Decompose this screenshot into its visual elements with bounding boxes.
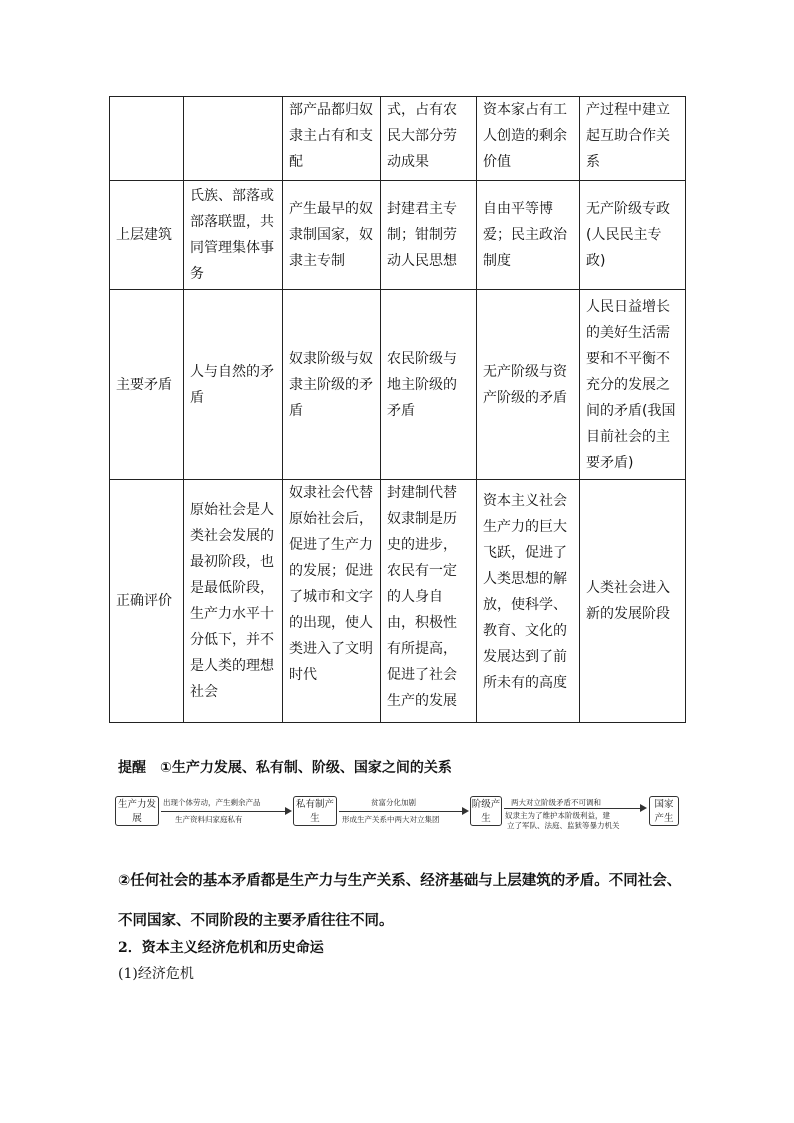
flow-label: 立了军队、法庭、监狱等暴力机关 <box>507 821 620 830</box>
table-cell: 奴隶阶级与奴隶主阶级的矛盾 <box>283 290 381 480</box>
flow-line <box>504 808 640 809</box>
table-cell: 封建制代替奴隶制是历史的进步，农民有一定的人身自由，积极性有所提高，促进了社会生产的发展 <box>381 480 477 723</box>
table-cell: 无产阶级专政(人民民主专政) <box>580 181 686 290</box>
flow-label: 出现个体劳动，产生剩余产品 <box>163 798 261 807</box>
row-header-main-contradiction: 主要矛盾 <box>110 290 184 480</box>
table-cell: 资本主义社会生产力的巨大飞跃，促进了人类思想的解放，使科学、教育、文化的发展达到了前所未有的高度 <box>477 480 580 723</box>
flow-label: 两大对立阶级矛盾不可调和 <box>511 798 601 807</box>
tip-heading <box>118 757 452 777</box>
arrow-right-icon <box>285 807 292 815</box>
tip-text: ①生产力发展、私有制、阶级、国家之间的关系 <box>160 760 452 776</box>
table-cell: 人类社会进入新的发展阶段 <box>580 480 686 723</box>
paragraph-basic-contradiction: ②任何社会的基本矛盾都是生产力与生产关系、经济基础与上层建筑的矛盾。不同社会、不同国家、不同阶段的主要矛盾往往不同。 <box>118 873 682 929</box>
table-cell: 产生最早的奴隶制国家，奴隶主专制 <box>283 181 381 290</box>
arrow-right-icon <box>640 804 647 812</box>
tip-label: 提醒 <box>118 760 146 776</box>
table-cell: 资本家占有工人创造的剩余价值 <box>477 97 580 181</box>
flow-line <box>339 811 462 812</box>
table-cell: 奴隶社会代替原始社会后，促进了生产力的发展；促进了城市和文字的出现，使人类进入了文明时代 <box>283 480 381 723</box>
flow-label: 生产资料归家庭私有 <box>175 815 243 824</box>
arrow-right-icon <box>462 807 469 815</box>
flow-label: 形成生产关系中两大对立集团 <box>342 815 440 824</box>
table-cell: 部产品都归奴隶主占有和支配 <box>283 97 381 181</box>
table-cell: 原始社会是人类社会发展的最初阶段，也是最低阶段，生产力水平十分低下，并不是人类的理想社会 <box>184 480 283 723</box>
table-row <box>110 97 686 181</box>
flow-box-productivity: 生产力发展 <box>115 796 159 826</box>
row-header-superstructure: 上层建筑 <box>110 181 184 290</box>
table-row <box>110 181 686 290</box>
table-cell <box>110 97 184 181</box>
table-cell: 农民阶级与地主阶级的矛盾 <box>381 290 477 480</box>
table-cell: 式，占有农民大部分劳动成果 <box>381 97 477 181</box>
flow-line <box>161 811 285 812</box>
table-row <box>110 290 686 480</box>
society-comparison-table <box>109 96 686 723</box>
flow-box-class: 阶级产生 <box>470 796 502 826</box>
table-cell: 封建君主专制；钳制劳动人民思想 <box>381 181 477 290</box>
relationship-flow-diagram <box>115 796 680 830</box>
table-row <box>110 480 686 723</box>
table-cell: 产过程中建立起互助合作关系 <box>580 97 686 181</box>
row-header-evaluation: 正确评价 <box>110 480 184 723</box>
subsection-heading: (1)经济危机 <box>118 966 194 982</box>
table-cell: 人民日益增长的美好生活需要和不平衡不充分的发展之间的矛盾(我国目前社会的主要矛盾) <box>580 290 686 480</box>
flow-label: 奴隶主为了维护本阶级利益，建 <box>505 811 610 820</box>
table-cell: 无产阶级与资产阶级的矛盾 <box>477 290 580 480</box>
table-cell: 氏族、部落或部落联盟，共同管理集体事务 <box>184 181 283 290</box>
table-cell <box>184 97 283 181</box>
flow-box-state: 国家产生 <box>649 796 679 826</box>
table-cell: 人与自然的矛盾 <box>184 290 283 480</box>
table-cell: 自由平等博爱；民主政治制度 <box>477 181 580 290</box>
flow-label: 贫富分化加剧 <box>371 798 416 807</box>
flow-box-private-ownership: 私有制产生 <box>293 796 337 826</box>
section-heading: 2．资本主义经济危机和历史命运 <box>118 940 324 956</box>
